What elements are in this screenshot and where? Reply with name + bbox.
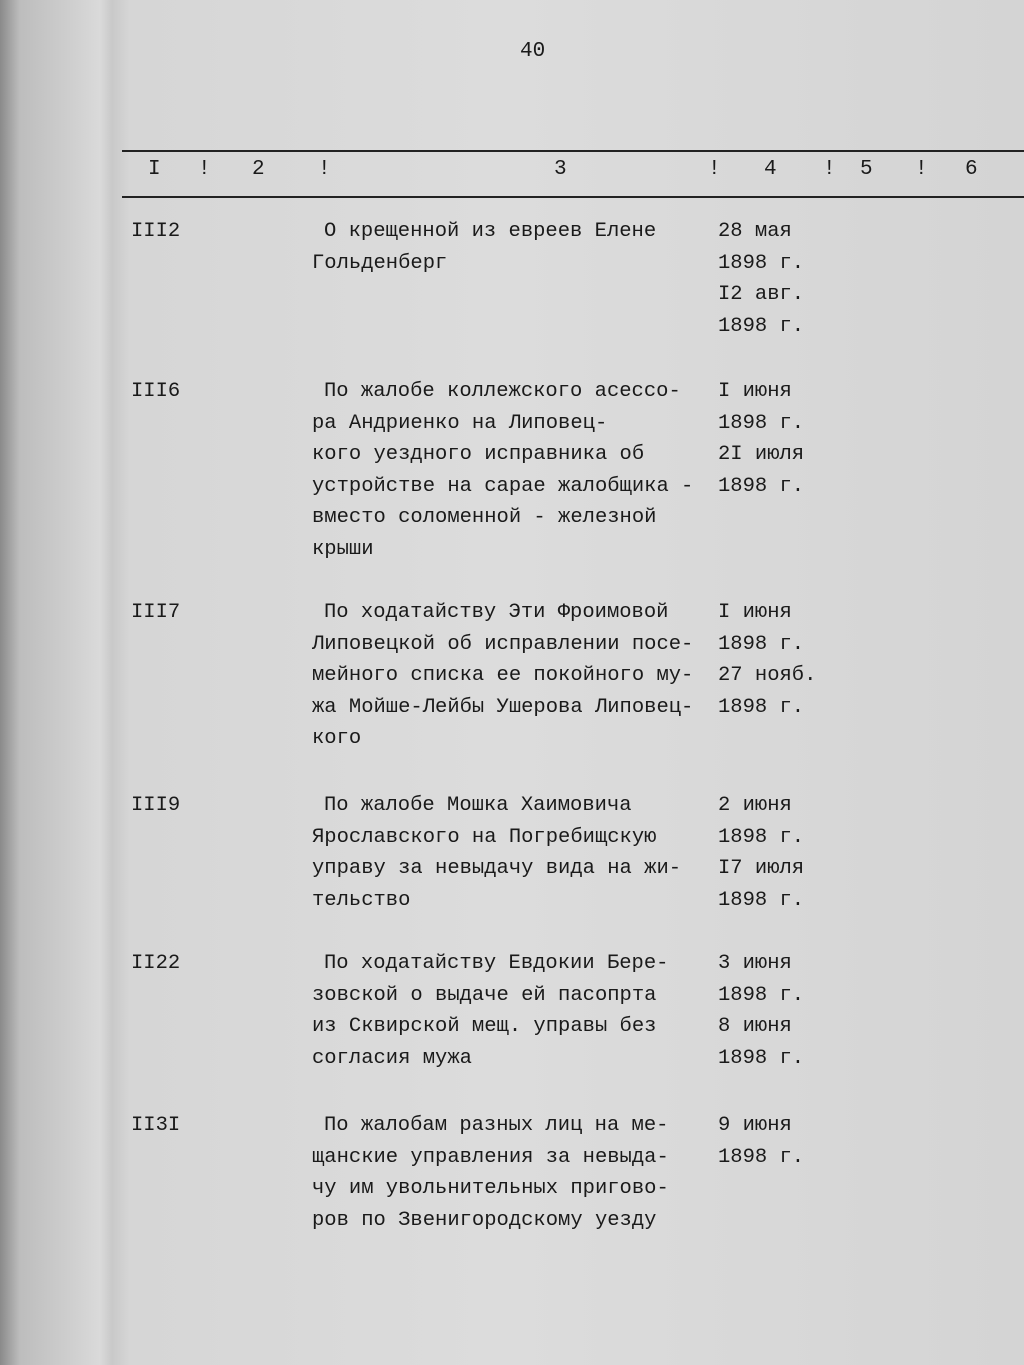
- description-line: По жалобам разных лиц на ме-: [324, 1114, 669, 1137]
- entry-dates: [718, 376, 804, 502]
- table-header: [0, 158, 1024, 188]
- description-line: По ходатайству Евдокии Бере-: [324, 952, 669, 975]
- description-line: управу за невыдачу вида на жи-: [312, 857, 682, 881]
- table-top-rule: [122, 150, 1024, 152]
- col-separator: !: [708, 158, 721, 181]
- description-line: мейного списка ее покойного му-: [312, 664, 694, 688]
- entry-description: [312, 790, 681, 916]
- description-line: По ходатайству Эти Фроимовой: [324, 601, 669, 624]
- date-line: 9 июня: [718, 1114, 792, 1137]
- entry-number: III2: [131, 220, 181, 243]
- col-separator: !: [915, 158, 928, 181]
- col-header-3: 3: [554, 158, 567, 181]
- col-header-5: 5: [860, 158, 873, 181]
- description-line: кого уездного исправника об: [312, 443, 645, 467]
- table-header-rule: [122, 196, 1024, 198]
- date-line: I7 июля: [718, 857, 805, 881]
- description-line: По жалобе коллежского асессо-: [324, 380, 681, 403]
- description-line: согласия мужа: [312, 1046, 472, 1070]
- description-line: ра Андриенко на Липовец-: [312, 411, 608, 435]
- description-line: По жалобе Мошка Хаимовича: [324, 794, 632, 817]
- date-line: 1898 г.: [718, 695, 805, 719]
- date-line: 1898 г.: [718, 251, 805, 275]
- entry-number: II22: [131, 952, 181, 975]
- date-line: 1898 г.: [718, 411, 805, 435]
- col-separator: !: [198, 158, 211, 181]
- entry-number: III6: [131, 380, 181, 403]
- date-line: 1898 г.: [718, 632, 805, 656]
- description-line: кого: [312, 727, 362, 751]
- entry-dates: [718, 216, 804, 342]
- date-line: I июня: [718, 380, 792, 403]
- date-line: 2 июня: [718, 794, 792, 817]
- col-header-6: 6: [965, 158, 978, 181]
- col-separator: !: [318, 158, 331, 181]
- description-line: устройстве на сарае жалобщика -: [312, 474, 694, 498]
- description-line: из Сквирской мещ. управы без: [312, 1015, 657, 1039]
- description-line: О крещенной из евреев Елене: [324, 220, 657, 243]
- entry-description: [312, 216, 656, 279]
- description-line: вместо соломенной - железной: [312, 506, 657, 530]
- entry-dates: [718, 790, 804, 916]
- col-header-2: 2: [252, 158, 265, 181]
- date-line: 1898 г.: [718, 314, 805, 338]
- date-line: I июня: [718, 601, 792, 624]
- description-line: крыши: [312, 537, 374, 561]
- col-header-4: 4: [764, 158, 777, 181]
- description-line: щанские управления за невыда-: [312, 1145, 669, 1169]
- entry-number: III9: [131, 794, 181, 817]
- entry-description: [312, 1110, 669, 1236]
- entry-number: III7: [131, 601, 181, 624]
- date-line: 2I июля: [718, 443, 805, 467]
- entry-dates: [718, 597, 816, 723]
- date-line: 28 мая: [718, 220, 792, 243]
- description-line: Гольденберг: [312, 251, 448, 275]
- date-line: 1898 г.: [718, 1046, 805, 1070]
- description-line: ров по Звенигородскому уезду: [312, 1208, 657, 1232]
- description-line: зовской о выдаче ей пасопрта: [312, 983, 657, 1007]
- col-separator: !: [823, 158, 836, 181]
- description-line: тельство: [312, 888, 411, 912]
- page-number: 40: [520, 40, 546, 63]
- date-line: 3 июня: [718, 952, 792, 975]
- date-line: 27 нояб.: [718, 664, 817, 688]
- description-line: Липовецкой об исправлении посе-: [312, 632, 694, 656]
- description-line: жа Мойше-Лейбы Ушерова Липовец-: [312, 695, 694, 719]
- entry-description: [312, 376, 693, 566]
- date-line: 1898 г.: [718, 825, 805, 849]
- description-line: Ярославского на Погребищскую: [312, 825, 657, 849]
- date-line: 1898 г.: [718, 888, 805, 912]
- entry-dates: [718, 948, 804, 1074]
- col-header-1: I: [148, 158, 161, 181]
- date-line: 1898 г.: [718, 474, 805, 498]
- date-line: I2 авг.: [718, 283, 805, 307]
- entry-description: [312, 948, 668, 1074]
- entry-number: II3I: [131, 1114, 181, 1137]
- date-line: 8 июня: [718, 1015, 792, 1039]
- entry-description: [312, 597, 693, 755]
- date-line: 1898 г.: [718, 983, 805, 1007]
- description-line: чу им увольнительных пригово-: [312, 1177, 669, 1201]
- date-line: 1898 г.: [718, 1145, 805, 1169]
- entry-dates: [718, 1110, 804, 1173]
